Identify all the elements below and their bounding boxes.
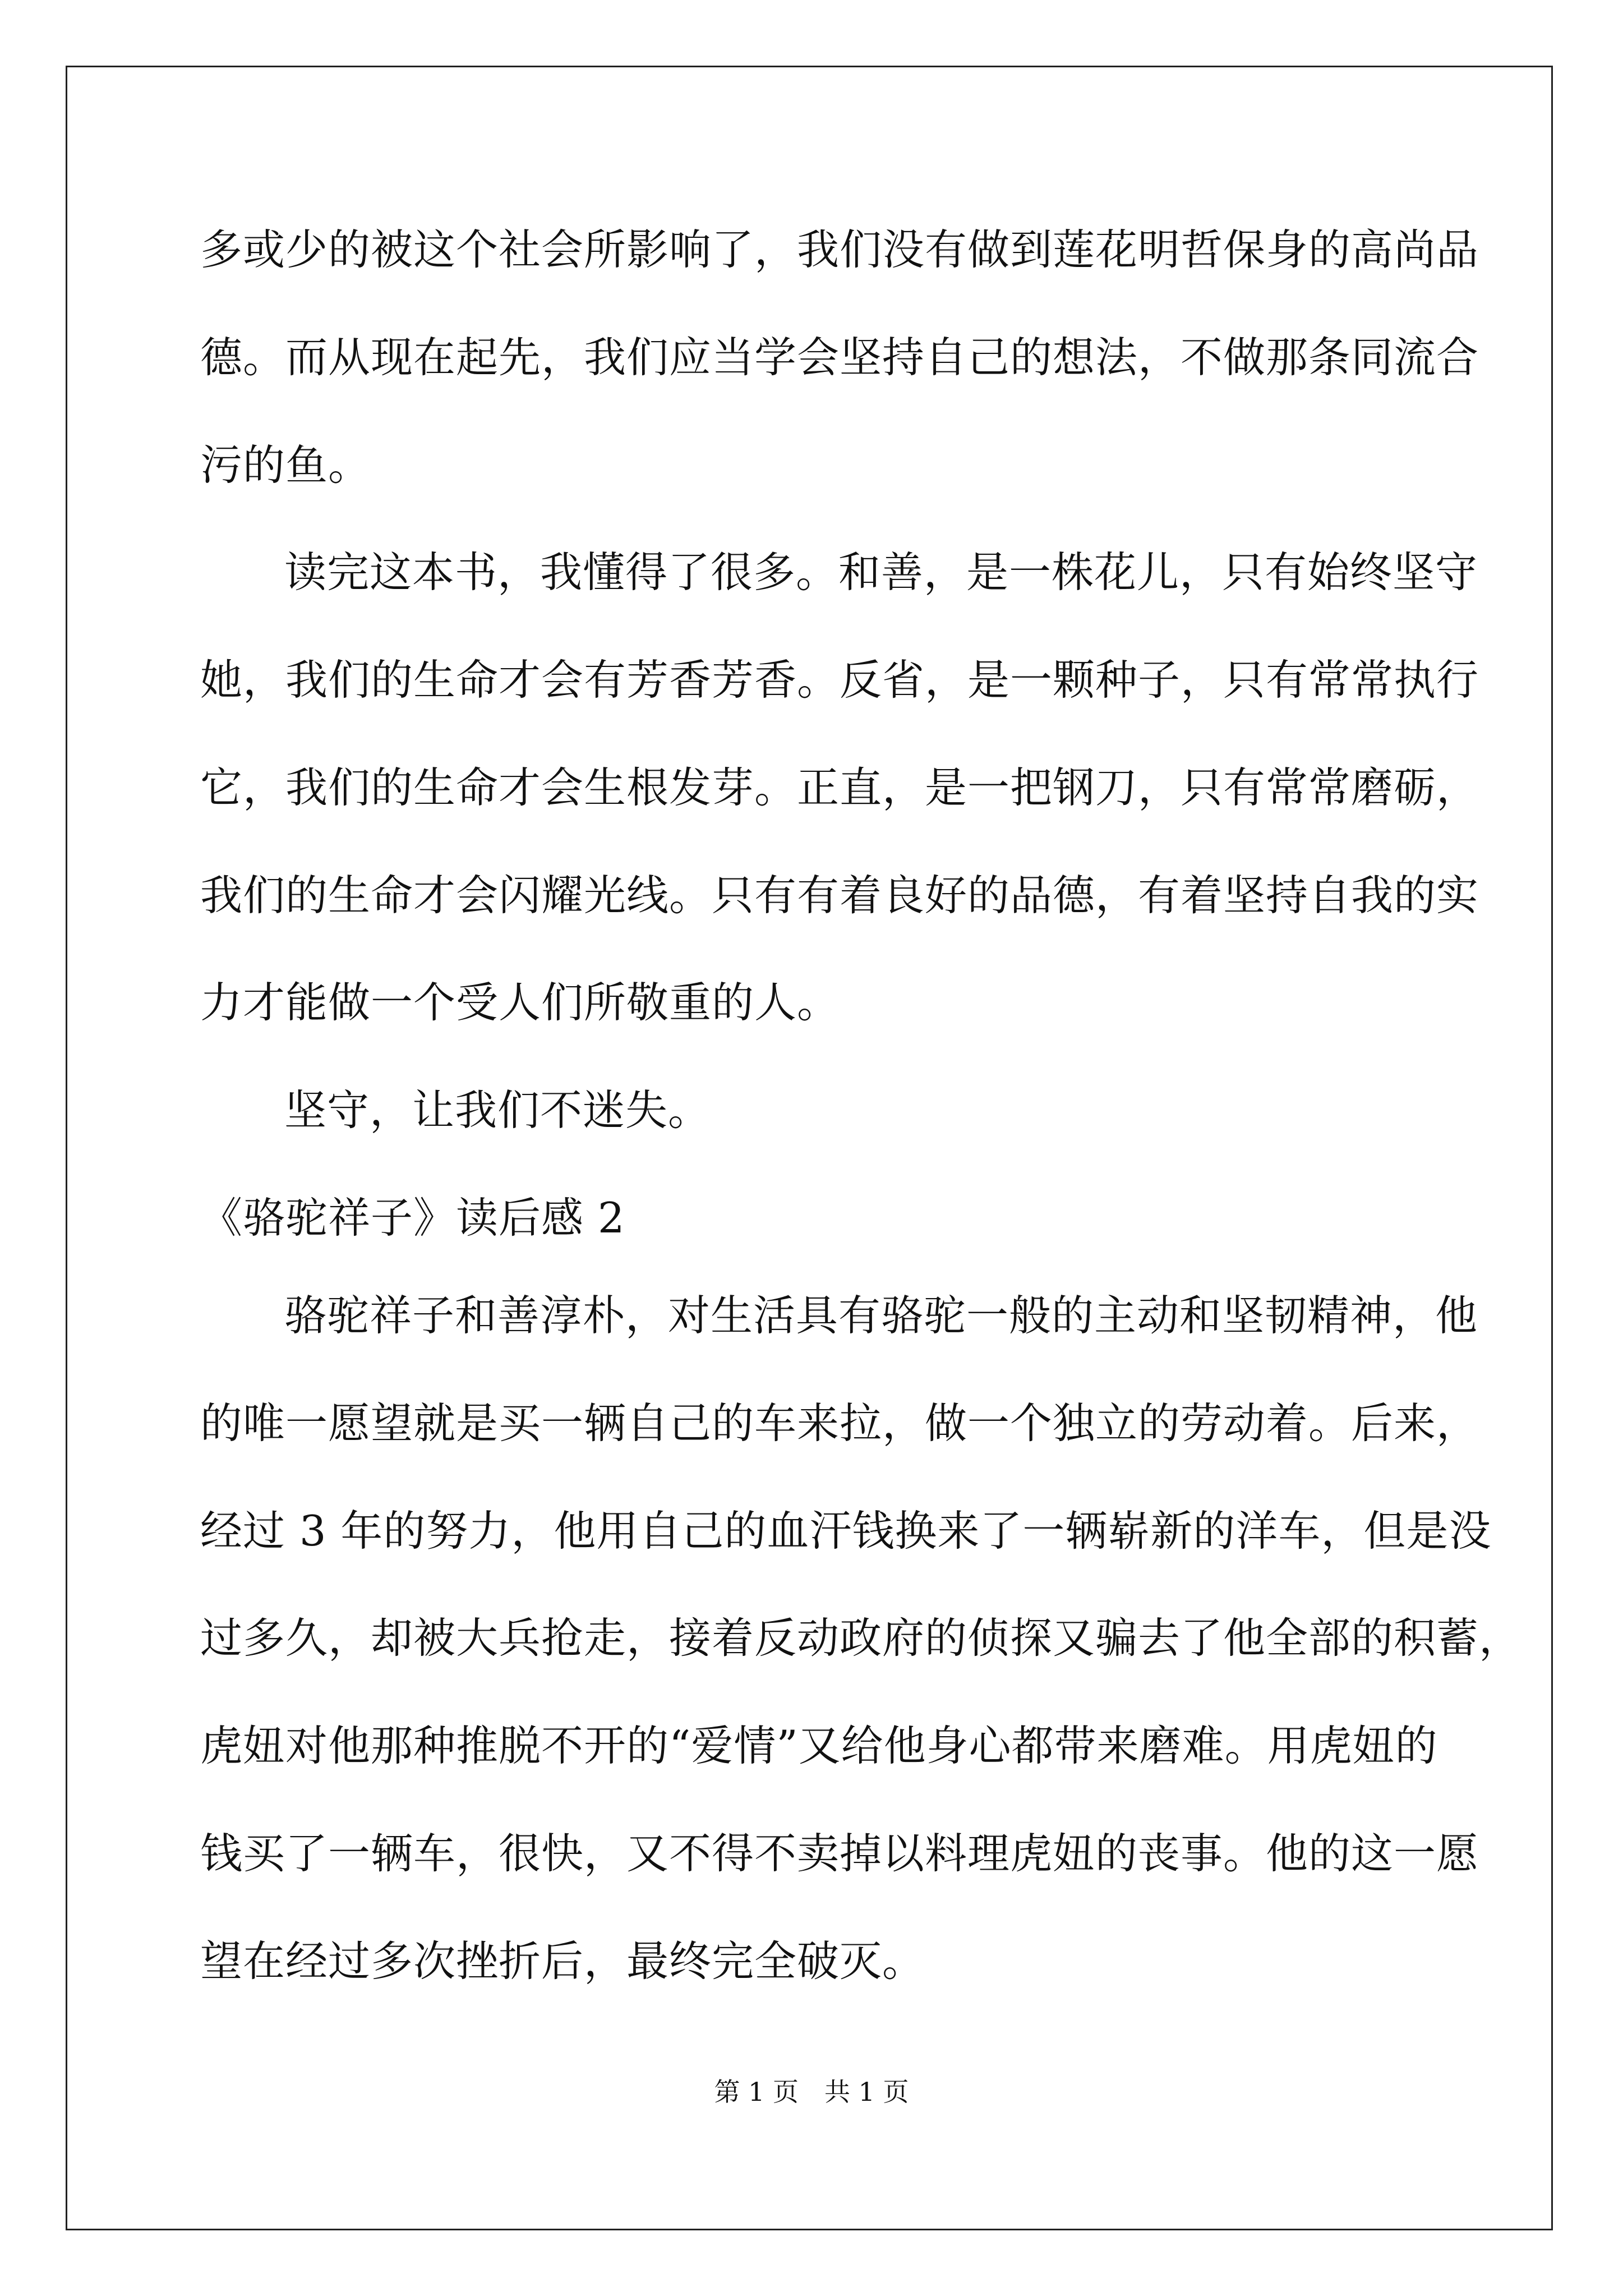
paragraph-line: 她，我们的生命才会有芳香芳香。反省，是一颗种子，只有常常执行 bbox=[200, 655, 1479, 705]
page-footer: 第 1 页 共 1 页 bbox=[714, 2077, 909, 2107]
paragraph-line: 骆驼祥子和善淳朴，对生活具有骆驼一般的主动和坚韧精神，他 bbox=[284, 1291, 1478, 1340]
paragraph-line: 读完这本书，我懂得了很多。和善，是一株花儿，只有始终坚守 bbox=[284, 547, 1478, 597]
paragraph-line: 它，我们的生命才会生根发芽。正直，是一把钢刀，只有常常磨砺， bbox=[200, 763, 1479, 812]
section-title: 《骆驼祥子》读后感 2 bbox=[200, 1193, 625, 1243]
paragraph-line: 多或少的被这个社会所影响了，我们没有做到莲花明哲保身的高尚品 bbox=[200, 225, 1479, 274]
paragraph-line: 的唯一愿望就是买一辆自己的车来拉，做一个独立的劳动着。后来， bbox=[200, 1398, 1479, 1448]
paragraph-line: 力才能做一个受人们所敬重的人。 bbox=[200, 978, 840, 1027]
paragraph-line: 我们的生命才会闪耀光线。只有有着良好的品德，有着坚持自我的实 bbox=[200, 871, 1479, 920]
page-border bbox=[66, 66, 1553, 2230]
paragraph-line: 坚守，让我们不迷失。 bbox=[284, 1085, 711, 1135]
paragraph-line: 经过 3 年的努力，他用自己的血汗钱换来了一辆崭新的洋车，但是没 bbox=[200, 1506, 1492, 1556]
paragraph-line: 过多久，却被大兵抢走，接着反动政府的侦探又骗去了他全部的积蓄， bbox=[200, 1613, 1522, 1663]
paragraph-line: 德。而从现在起先，我们应当学会坚持自己的想法，不做那条同流合 bbox=[200, 333, 1479, 382]
paragraph-line: 污的鱼。 bbox=[200, 440, 371, 490]
paragraph-line: 钱买了一辆车，很快，又不得不卖掉以料理虎妞的丧事。他的这一愿 bbox=[200, 1829, 1479, 1878]
paragraph-line: 望在经过多次挫折后，最终完全破灭。 bbox=[200, 1936, 925, 1986]
paragraph-line: 虎妞对他那种推脱不开的“爱情”又给他身心都带来磨难。用虎妞的 bbox=[200, 1721, 1438, 1770]
